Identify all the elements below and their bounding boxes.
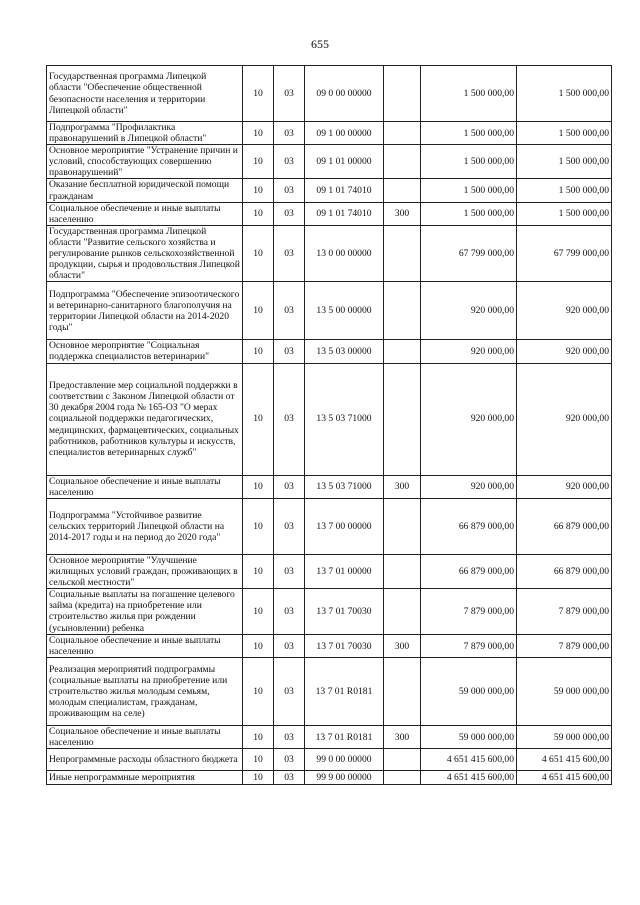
table-row xyxy=(47,554,612,588)
sum-1-cell: 59 000 000,00 xyxy=(421,658,517,726)
sum-2-cell: 66 879 000,00 xyxy=(517,498,612,554)
subsection-cell: 03 xyxy=(274,588,305,634)
section-cell: 10 xyxy=(243,749,274,771)
section-cell: 10 xyxy=(243,66,274,122)
sum-2-cell: 1 500 000,00 xyxy=(517,145,612,179)
sum-2-cell: 4 651 415 600,00 xyxy=(517,749,612,771)
table-row xyxy=(47,66,612,122)
sum-2-cell: 1 500 000,00 xyxy=(517,202,612,225)
section-cell: 10 xyxy=(243,202,274,225)
sum-2-cell: 1 500 000,00 xyxy=(517,179,612,202)
table-row xyxy=(47,749,612,771)
row-name-cell: Социальное обеспечение и иные выплаты населению xyxy=(47,475,243,498)
target-article-cell: 09 0 00 00000 xyxy=(305,66,384,122)
expense-type-cell xyxy=(384,363,421,475)
sum-2-cell: 1 500 000,00 xyxy=(517,66,612,122)
sum-2-cell: 1 500 000,00 xyxy=(517,122,612,145)
row-name-cell: Основное мероприятие "Устранение причин и условий, способствующих совершению правонарушений" xyxy=(47,145,243,179)
budget-table-body xyxy=(47,66,612,785)
section-cell: 10 xyxy=(243,658,274,726)
section-cell: 10 xyxy=(243,726,274,749)
target-article-cell: 13 7 01 R0181 xyxy=(305,726,384,749)
target-article-cell: 09 1 00 00000 xyxy=(305,122,384,145)
table-row xyxy=(47,771,612,785)
sum-2-cell: 4 651 415 600,00 xyxy=(517,771,612,785)
sum-2-cell: 920 000,00 xyxy=(517,363,612,475)
sum-1-cell: 7 879 000,00 xyxy=(421,588,517,634)
row-name-cell: Реализация мероприятий подпрограммы (социальные выплаты на приобретение или строительство жилья молодым семьям, молодым специалистам, гражданам, проживающим на селе) xyxy=(47,658,243,726)
expense-type-cell xyxy=(384,498,421,554)
expense-type-cell: 300 xyxy=(384,726,421,749)
sum-1-cell: 66 879 000,00 xyxy=(421,554,517,588)
expense-type-cell: 300 xyxy=(384,634,421,657)
target-article-cell: 13 5 03 00000 xyxy=(305,340,384,363)
expense-type-cell xyxy=(384,771,421,785)
row-name-cell: Подпрограмма "Профилактика правонарушений в Липецкой области" xyxy=(47,122,243,145)
table-row xyxy=(47,658,612,726)
section-cell: 10 xyxy=(243,363,274,475)
expense-type-cell: 300 xyxy=(384,202,421,225)
row-name-cell: Социальное обеспечение и иные выплаты населению xyxy=(47,202,243,225)
section-cell: 10 xyxy=(243,179,274,202)
sum-2-cell: 66 879 000,00 xyxy=(517,554,612,588)
target-article-cell: 13 5 00 00000 xyxy=(305,282,384,340)
subsection-cell: 03 xyxy=(274,771,305,785)
subsection-cell: 03 xyxy=(274,634,305,657)
subsection-cell: 03 xyxy=(274,363,305,475)
target-article-cell: 13 0 00 00000 xyxy=(305,225,384,281)
section-cell: 10 xyxy=(243,771,274,785)
sum-1-cell: 920 000,00 xyxy=(421,282,517,340)
sum-2-cell: 920 000,00 xyxy=(517,475,612,498)
table-row xyxy=(47,475,612,498)
sum-2-cell: 7 879 000,00 xyxy=(517,588,612,634)
section-cell: 10 xyxy=(243,340,274,363)
target-article-cell: 13 7 01 R0181 xyxy=(305,658,384,726)
subsection-cell: 03 xyxy=(274,658,305,726)
sum-1-cell: 1 500 000,00 xyxy=(421,66,517,122)
table-row xyxy=(47,179,612,202)
row-name-cell: Социальное обеспечение и иные выплаты населению xyxy=(47,726,243,749)
subsection-cell: 03 xyxy=(274,122,305,145)
expense-type-cell: 300 xyxy=(384,475,421,498)
subsection-cell: 03 xyxy=(274,202,305,225)
sum-2-cell: 920 000,00 xyxy=(517,340,612,363)
target-article-cell: 13 7 00 00000 xyxy=(305,498,384,554)
row-name-cell: Подпрограмма "Обеспечение эпизоотического и ветеринарно-санитарного благополучия на территории Липецкой области на 2014-2020 годы" xyxy=(47,282,243,340)
section-cell: 10 xyxy=(243,475,274,498)
row-name-cell: Иные непрограммные мероприятия xyxy=(47,771,243,785)
target-article-cell: 09 1 01 00000 xyxy=(305,145,384,179)
section-cell: 10 xyxy=(243,554,274,588)
row-name-cell: Основное мероприятие "Улучшение жилищных условий граждан, проживающих в сельской местности" xyxy=(47,554,243,588)
table-row xyxy=(47,202,612,225)
row-name-cell: Основное мероприятие "Социальная поддержка специалистов ветеринарии" xyxy=(47,340,243,363)
sum-1-cell: 1 500 000,00 xyxy=(421,122,517,145)
section-cell: 10 xyxy=(243,122,274,145)
table-row xyxy=(47,588,612,634)
table-row xyxy=(47,122,612,145)
expense-type-cell xyxy=(384,179,421,202)
row-name-cell: Государственная программа Липецкой области "Обеспечение общественной безопасности населения и территории Липецкой области" xyxy=(47,66,243,122)
subsection-cell: 03 xyxy=(274,340,305,363)
subsection-cell: 03 xyxy=(274,554,305,588)
sum-1-cell: 4 651 415 600,00 xyxy=(421,749,517,771)
table-row xyxy=(47,726,612,749)
table-row xyxy=(47,225,612,281)
sum-2-cell: 920 000,00 xyxy=(517,282,612,340)
row-name-cell: Социальные выплаты на погашение целевого займа (кредита) на приобретение или строительство жилья при рождении (усыновлении) ребенка xyxy=(47,588,243,634)
sum-1-cell: 7 879 000,00 xyxy=(421,634,517,657)
section-cell: 10 xyxy=(243,634,274,657)
expense-type-cell xyxy=(384,282,421,340)
sum-1-cell: 4 651 415 600,00 xyxy=(421,771,517,785)
table-row xyxy=(47,282,612,340)
subsection-cell: 03 xyxy=(274,475,305,498)
subsection-cell: 03 xyxy=(274,225,305,281)
sum-2-cell: 59 000 000,00 xyxy=(517,726,612,749)
table-row xyxy=(47,634,612,657)
sum-2-cell: 7 879 000,00 xyxy=(517,634,612,657)
row-name-cell: Социальное обеспечение и иные выплаты населению xyxy=(47,634,243,657)
expense-type-cell xyxy=(384,340,421,363)
page-number: 655 xyxy=(311,37,329,51)
row-name-cell: Государственная программа Липецкой области "Развитие сельского хозяйства и регулирование рынков сельскохозяйственной продукции, сырья и продовольствия Липецкой области" xyxy=(47,225,243,281)
sum-1-cell: 59 000 000,00 xyxy=(421,726,517,749)
sum-1-cell: 67 799 000,00 xyxy=(421,225,517,281)
sum-2-cell: 67 799 000,00 xyxy=(517,225,612,281)
target-article-cell: 99 9 00 00000 xyxy=(305,771,384,785)
sum-1-cell: 920 000,00 xyxy=(421,475,517,498)
expense-type-cell xyxy=(384,145,421,179)
target-article-cell: 13 5 03 71000 xyxy=(305,475,384,498)
target-article-cell: 09 1 01 74010 xyxy=(305,202,384,225)
table-row xyxy=(47,340,612,363)
target-article-cell: 13 5 03 71000 xyxy=(305,363,384,475)
subsection-cell: 03 xyxy=(274,282,305,340)
subsection-cell: 03 xyxy=(274,726,305,749)
sum-1-cell: 920 000,00 xyxy=(421,363,517,475)
table-row xyxy=(47,498,612,554)
table-row xyxy=(47,145,612,179)
subsection-cell: 03 xyxy=(274,66,305,122)
expense-type-cell xyxy=(384,66,421,122)
target-article-cell: 13 7 01 00000 xyxy=(305,554,384,588)
sum-1-cell: 1 500 000,00 xyxy=(421,145,517,179)
sum-1-cell: 1 500 000,00 xyxy=(421,179,517,202)
subsection-cell: 03 xyxy=(274,179,305,202)
target-article-cell: 09 1 01 74010 xyxy=(305,179,384,202)
row-name-cell: Оказание бесплатной юридической помощи гражданам xyxy=(47,179,243,202)
expense-type-cell xyxy=(384,588,421,634)
sum-1-cell: 1 500 000,00 xyxy=(421,202,517,225)
expense-type-cell xyxy=(384,225,421,281)
expense-type-cell xyxy=(384,749,421,771)
row-name-cell: Непрограммные расходы областного бюджета xyxy=(47,749,243,771)
sum-1-cell: 920 000,00 xyxy=(421,340,517,363)
subsection-cell: 03 xyxy=(274,498,305,554)
target-article-cell: 13 7 01 70030 xyxy=(305,588,384,634)
target-article-cell: 13 7 01 70030 xyxy=(305,634,384,657)
subsection-cell: 03 xyxy=(274,145,305,179)
budget-table xyxy=(46,65,612,785)
table-row xyxy=(47,363,612,475)
section-cell: 10 xyxy=(243,282,274,340)
expense-type-cell xyxy=(384,122,421,145)
expense-type-cell xyxy=(384,658,421,726)
sum-1-cell: 66 879 000,00 xyxy=(421,498,517,554)
section-cell: 10 xyxy=(243,588,274,634)
row-name-cell: Подпрограмма "Устойчивое развитие сельских территорий Липецкой области на 2014-2017 годы и на период до 2020 года" xyxy=(47,498,243,554)
sum-2-cell: 59 000 000,00 xyxy=(517,658,612,726)
expense-type-cell xyxy=(384,554,421,588)
section-cell: 10 xyxy=(243,498,274,554)
section-cell: 10 xyxy=(243,145,274,179)
row-name-cell: Предоставление мер социальной поддержки в соответствии с Законом Липецкой области от 30 декабря 2004 года № 165-ОЗ "О мерах социальной поддержки педагогических, медицинских, фармацевтических, социальных работников, работников культуры и искусств, специалистов ветеринарных служб" xyxy=(47,363,243,475)
section-cell: 10 xyxy=(243,225,274,281)
subsection-cell: 03 xyxy=(274,749,305,771)
target-article-cell: 99 0 00 00000 xyxy=(305,749,384,771)
